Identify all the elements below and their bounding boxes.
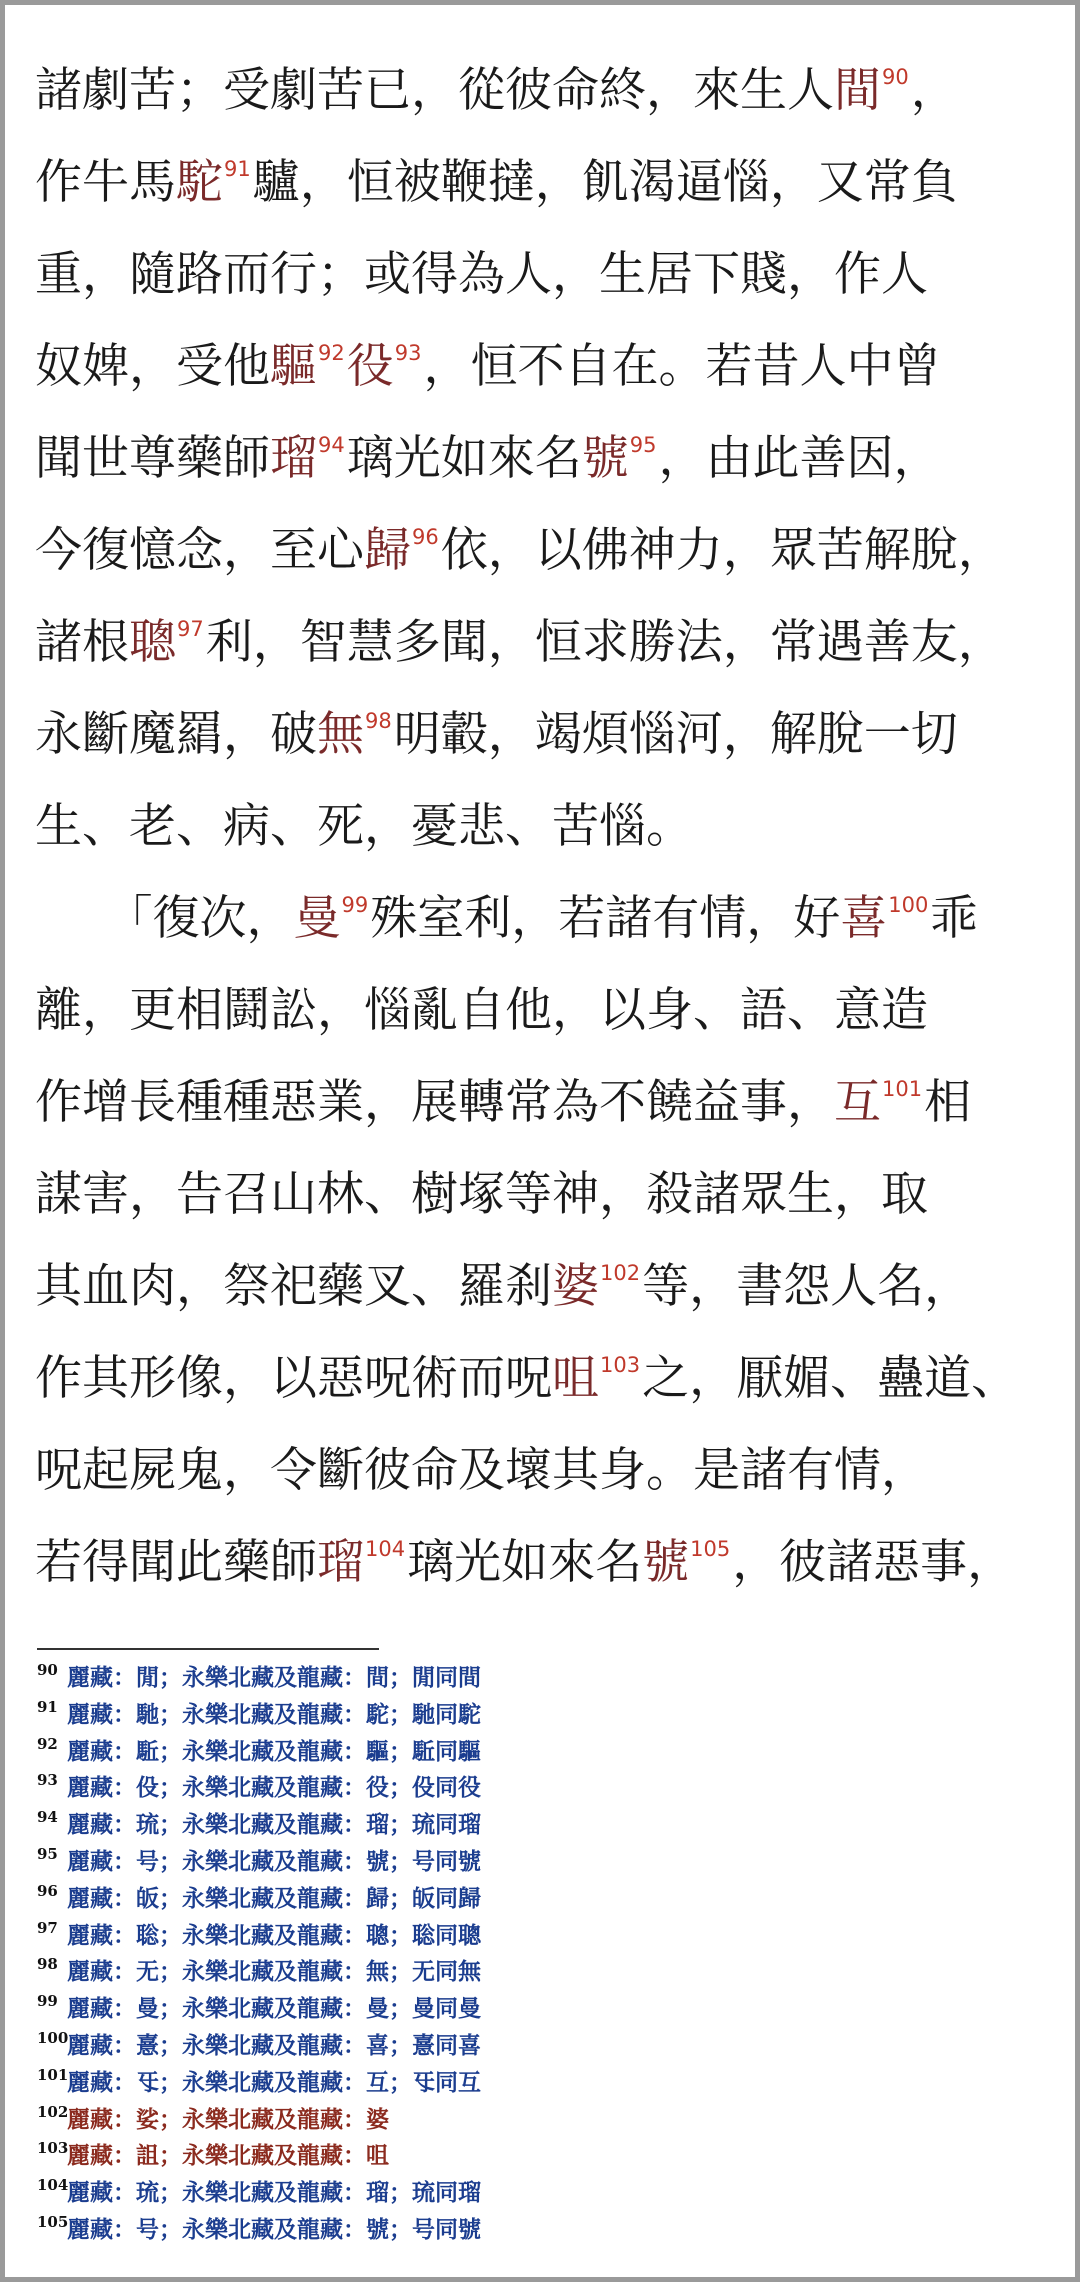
text-segment: 呪起屍鬼，令斷彼命及壞其身。是諸有情， bbox=[35, 1443, 928, 1498]
text-line bbox=[35, 781, 1055, 873]
footnote-item: 92 麗藏：駈；永樂北藏及龍藏：驅；駈同驅 bbox=[37, 1734, 481, 1765]
footnote-text: 麗藏：伇；永樂北藏及龍藏：役；伇同役 bbox=[67, 1774, 481, 1802]
text-line bbox=[35, 229, 1055, 321]
footnote-marker[interactable]: 92 bbox=[318, 341, 345, 365]
footnote-marker[interactable]: 94 bbox=[318, 433, 345, 457]
footnote-text: 麗藏：号；永樂北藏及龍藏：號；号同號 bbox=[67, 2215, 481, 2243]
text-segment: ，恒不自在。若昔人中曾 bbox=[423, 339, 941, 394]
text-segment: 若得聞此藥師 bbox=[35, 1535, 317, 1590]
footnote-marker[interactable]: 90 bbox=[882, 65, 909, 89]
annotated-character: 瑠 bbox=[270, 431, 317, 486]
footnote-text: 麗藏：皈；永樂北藏及龍藏：歸；皈同歸 bbox=[67, 1884, 481, 1912]
text-segment: 殊室利，若諸有情，好 bbox=[370, 891, 841, 946]
text-segment: 璃光如來名 bbox=[407, 1535, 643, 1590]
footnote-marker[interactable]: 97 bbox=[177, 617, 204, 641]
annotated-character: 駝 bbox=[176, 155, 223, 210]
footnote-item: 104麗藏：琉；永樂北藏及龍藏：瑠；琉同瑠 bbox=[37, 2176, 481, 2207]
footnote-item: 98 麗藏：无；永樂北藏及龍藏：無；无同無 bbox=[37, 1955, 481, 1986]
annotated-character: 聰 bbox=[129, 615, 176, 670]
footnote-text: 麗藏：聡；永樂北藏及龍藏：聰；聡同聰 bbox=[67, 1921, 481, 1949]
sutra-text bbox=[35, 45, 1055, 1609]
footnote-marker[interactable]: 102 bbox=[600, 1261, 641, 1285]
annotated-character: 曼 bbox=[293, 891, 341, 946]
footnote-text: 麗藏：琉；永樂北藏及龍藏：瑠；琉同瑠 bbox=[67, 2179, 481, 2207]
text-segment: 相 bbox=[924, 1075, 972, 1130]
text-segment: 離，更相鬪訟，惱亂自他，以身、語、意造 bbox=[35, 983, 928, 1038]
text-segment: 聞世尊藥師 bbox=[35, 431, 270, 486]
footnote-item: 102麗藏：娑；永樂北藏及龍藏：婆 bbox=[37, 2102, 389, 2133]
text-segment: 驢，恒被鞭撻，飢渴逼惱，又常負 bbox=[252, 155, 958, 210]
footnote-item: 91 麗藏：馳；永樂北藏及龍藏：駝；馳同駝 bbox=[37, 1697, 481, 1728]
text-segment: 明轂，竭煩惱河，解脫一切 bbox=[393, 707, 958, 762]
footnote-text: 麗藏：曼；永樂北藏及龍藏：曼；曼同曼 bbox=[67, 1995, 481, 2023]
footnote-text: 麗藏：詛；永樂北藏及龍藏：咀 bbox=[67, 2142, 389, 2170]
annotated-character: 咀 bbox=[552, 1351, 599, 1406]
text-segment: 璃光如來名 bbox=[346, 431, 582, 486]
text-line bbox=[35, 505, 1055, 597]
annotated-character: 瑠 bbox=[317, 1535, 364, 1590]
text-segment: 之，厭媚、蠱道、 bbox=[642, 1351, 1019, 1406]
text-segment: 永斷魔羂，破 bbox=[35, 707, 317, 762]
annotated-character: 婆 bbox=[552, 1259, 599, 1314]
footnote-text: 麗藏：无；永樂北藏及龍藏：無；无同無 bbox=[67, 1958, 481, 1986]
text-segment: 生、老、病、死，憂悲、苦惱。 bbox=[35, 799, 693, 854]
footnote-item: 103麗藏：詛；永樂北藏及龍藏：咀 bbox=[37, 2139, 389, 2170]
footnote-divider bbox=[37, 1648, 379, 1650]
text-line bbox=[35, 1057, 1055, 1149]
text-line bbox=[35, 597, 1055, 689]
footnote-text: 麗藏：娑；永樂北藏及龍藏：婆 bbox=[67, 2105, 389, 2133]
footnote-text: 麗藏：号；永樂北藏及龍藏：號；号同號 bbox=[67, 1847, 481, 1875]
text-line bbox=[35, 45, 1055, 137]
text-segment: 其血肉，祭祀藥叉、羅刹 bbox=[35, 1259, 552, 1314]
text-line bbox=[35, 965, 1055, 1057]
annotated-character: 互 bbox=[834, 1075, 881, 1130]
footnote-list bbox=[37, 1660, 1037, 2249]
footnote-item: 99 麗藏：曼；永樂北藏及龍藏：曼；曼同曼 bbox=[37, 1992, 481, 2023]
footnote-marker[interactable]: 98 bbox=[365, 709, 392, 733]
text-line bbox=[35, 1241, 1055, 1333]
text-segment: 重，隨路而行；或得為人，生居下賤，作人 bbox=[35, 247, 928, 302]
footnote-item: 90 麗藏：閒；永樂北藏及龍藏：間；閒同間 bbox=[37, 1661, 481, 1691]
footnote-marker[interactable]: 91 bbox=[224, 157, 251, 181]
footnote-item: 101麗藏：㸦；永樂北藏及龍藏：互；㸦同互 bbox=[37, 2065, 481, 2096]
text-segment: 作牛馬 bbox=[35, 155, 176, 210]
text-line bbox=[35, 413, 1055, 505]
footnote-item: 100麗藏：憙；永樂北藏及龍藏：喜；憙同喜 bbox=[37, 2028, 481, 2059]
document-page bbox=[5, 5, 1075, 2277]
text-segment: 諸根 bbox=[35, 615, 129, 670]
text-line bbox=[35, 873, 1055, 965]
footnote-text: 麗藏：駈；永樂北藏及龍藏：驅；駈同驅 bbox=[67, 1737, 481, 1765]
text-line bbox=[35, 1425, 1055, 1517]
footnote-marker[interactable]: 93 bbox=[394, 341, 422, 365]
text-line bbox=[35, 321, 1055, 413]
footnote-text: 麗藏：㸦；永樂北藏及龍藏：互；㸦同互 bbox=[67, 2068, 481, 2096]
annotated-character: 役 bbox=[346, 339, 394, 394]
text-line bbox=[35, 1149, 1055, 1241]
annotated-character: 驅 bbox=[270, 339, 317, 394]
footnote-marker[interactable]: 100 bbox=[888, 893, 929, 917]
text-segment: 「復次， bbox=[35, 891, 294, 946]
text-segment: 謀害，告召山林、樹塚等神，殺諸眾生，取 bbox=[35, 1167, 928, 1222]
text-segment: 作增長種種惡業，展轉常為不饒益事， bbox=[35, 1075, 834, 1130]
text-segment: 依，以佛神力，眾苦解脫， bbox=[440, 523, 1005, 578]
annotated-character: 無 bbox=[317, 707, 364, 762]
text-line bbox=[35, 1517, 1055, 1609]
annotated-character: 號 bbox=[642, 1535, 690, 1590]
footnote-item: 94 麗藏：琉；永樂北藏及龍藏：瑠；琉同瑠 bbox=[37, 1808, 481, 1839]
footnote-item: 105麗藏：号；永樂北藏及龍藏：號；号同號 bbox=[37, 2212, 481, 2243]
text-segment: ，由此善因， bbox=[658, 431, 941, 486]
footnote-marker[interactable]: 95 bbox=[629, 433, 657, 457]
text-line bbox=[35, 137, 1055, 229]
text-segment: 等，書怨人名， bbox=[642, 1259, 972, 1314]
text-segment: 乖 bbox=[930, 891, 978, 946]
footnote-marker[interactable]: 103 bbox=[600, 1353, 641, 1377]
annotated-character: 號 bbox=[581, 431, 629, 486]
text-segment: ， bbox=[910, 63, 958, 118]
footnote-marker[interactable]: 104 bbox=[365, 1537, 406, 1561]
annotated-character: 間 bbox=[834, 63, 881, 118]
footnote-marker[interactable]: 99 bbox=[341, 893, 369, 917]
text-segment: 諸劇苦；受劇苦已，從彼命終，來生人 bbox=[35, 63, 834, 118]
footnote-marker[interactable]: 96 bbox=[412, 525, 439, 549]
text-segment: 奴婢，受他 bbox=[35, 339, 270, 394]
text-line bbox=[35, 689, 1055, 781]
text-segment: 今復憶念，至心 bbox=[35, 523, 364, 578]
footnote-item: 93 麗藏：伇；永樂北藏及龍藏：役；伇同役 bbox=[37, 1771, 481, 1802]
footnote-item: 96 麗藏：皈；永樂北藏及龍藏：歸；皈同歸 bbox=[37, 1881, 481, 1912]
footnote-item: 97 麗藏：聡；永樂北藏及龍藏：聰；聡同聰 bbox=[37, 1918, 481, 1949]
text-segment: 利，智慧多聞，恒求勝法，常遇善友， bbox=[205, 615, 1005, 670]
text-line bbox=[35, 1333, 1055, 1425]
annotated-character: 歸 bbox=[364, 523, 411, 578]
footnote-text: 麗藏：琉；永樂北藏及龍藏：瑠；琉同瑠 bbox=[67, 1811, 481, 1839]
annotated-character: 喜 bbox=[840, 891, 888, 946]
footnote-text: 麗藏：閒；永樂北藏及龍藏：間；閒同間 bbox=[67, 1664, 481, 1691]
footnote-text: 麗藏：馳；永樂北藏及龍藏：駝；馳同駝 bbox=[67, 1700, 481, 1728]
text-segment: ，彼諸惡事， bbox=[732, 1535, 1015, 1590]
footnote-item: 95 麗藏：号；永樂北藏及龍藏：號；号同號 bbox=[37, 1844, 481, 1875]
footnote-text: 麗藏：憙；永樂北藏及龍藏：喜；憙同喜 bbox=[67, 2031, 481, 2059]
footnote-marker[interactable]: 105 bbox=[690, 1537, 731, 1561]
footnote-marker[interactable]: 101 bbox=[882, 1077, 923, 1101]
text-segment: 作其形像，以惡呪術而呪 bbox=[35, 1351, 552, 1406]
